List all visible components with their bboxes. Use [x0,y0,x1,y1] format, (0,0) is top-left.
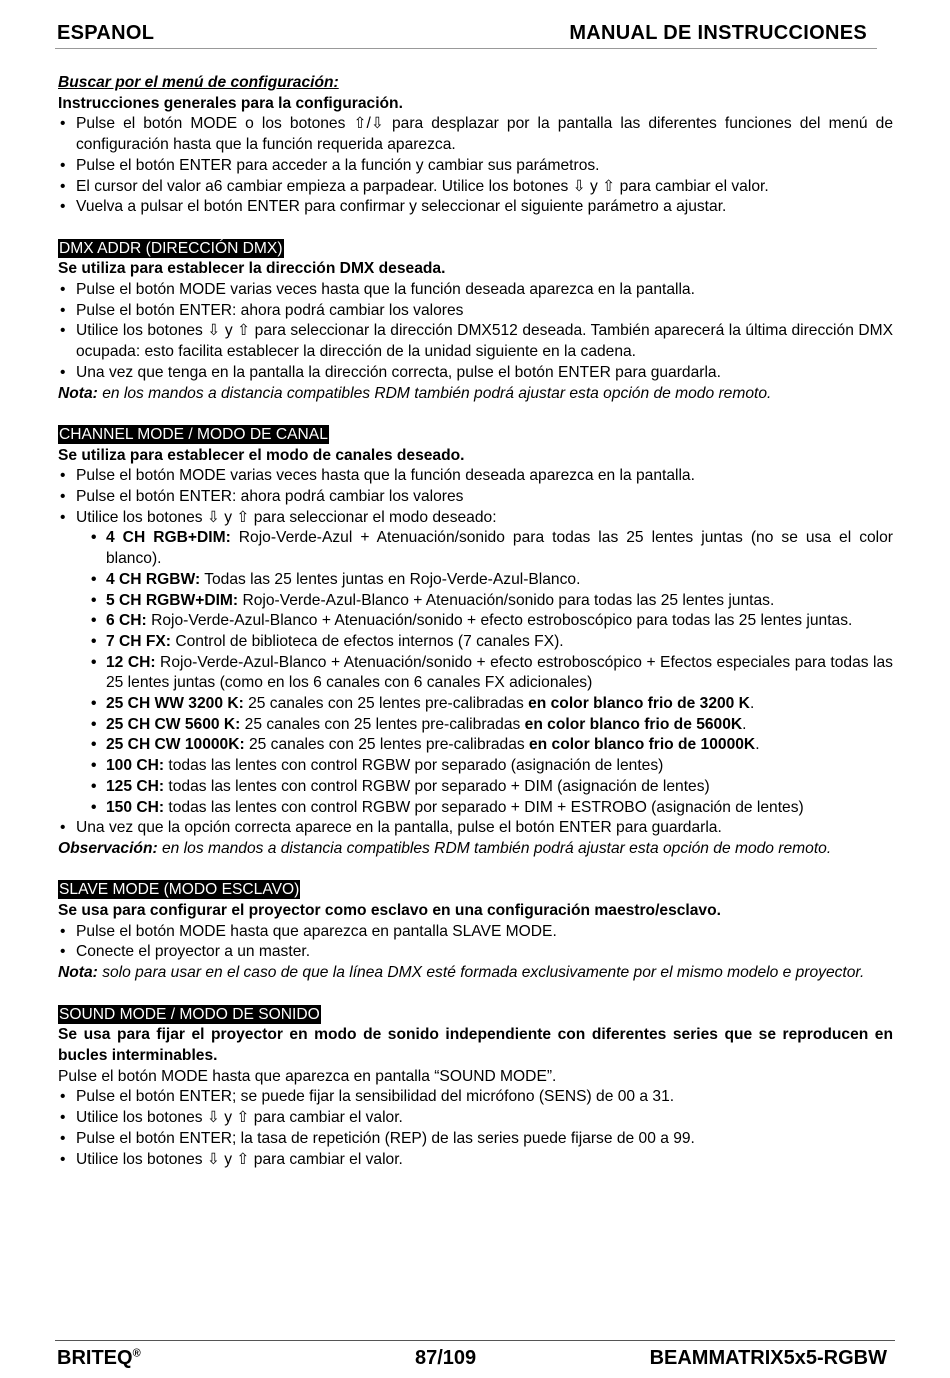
mode-label: 6 CH: [106,612,147,630]
mode-label: 4 CH RGB+DIM: [106,529,231,547]
mode-label: 25 CH CW 5600 K: [106,715,241,733]
channel-mode-item [58,632,893,653]
mode-emphasis: en color blanco frio de 10000K [529,736,756,754]
config-menu-subtitle: Instrucciones generales para la configuración. [58,94,403,112]
mode-label: 150 CH: [106,798,165,816]
brand-name: BRITEQ [57,1347,133,1369]
list-item: • Pulse el botón ENTER; se puede fijar la sensibilidad del micrófono (SENS) de 00 a 31. [58,1087,893,1108]
mode-description: 25 canales con 25 lentes pre-calibradas [243,695,529,713]
page-number: 87/109 [415,1347,477,1369]
list-item: • Una vez que tenga en la pantalla la dirección correcta, pulse el botón ENTER para guardarla. [58,363,893,384]
channel-mode-item [58,528,893,569]
dmx-list [58,280,893,384]
list-item: • Utilice los botones ⇩ y ⇧ para cambiar el valor. [58,1108,893,1129]
channel-subtitle: Se utiliza para establecer el modo de canales deseado. [58,446,465,464]
list-item: • Una vez que la opción correcta aparece en la pantalla, pulse el botón ENTER para guardarla. [58,818,893,839]
mode-description: Rojo-Verde-Azul + Atenuación/sonido para todas las 25 lentes juntas (no se usa el color blanco). [106,529,893,568]
channel-mode-item [58,694,893,715]
mode-description: 25 canales con 25 lentes pre-calibradas [244,736,529,754]
mode-label: 5 CH RGBW+DIM: [106,591,239,609]
slave-list [58,922,893,963]
mode-label: 25 CH WW 3200 K: [106,695,244,713]
note-label: Nota: [58,384,98,402]
mode-description: Todas las 25 lentes juntas en Rojo-Verde-Azul-Blanco. [200,570,581,588]
mode-description: todas las lentes con control RGBW por separado + DIM (asignación de lentes) [164,777,710,795]
note-text: en los mandos a distancia compatibles RDM también podrá ajustar esta opción de modo remoto. [97,384,772,402]
list-item: • El cursor del valor a6 cambiar empieza a parpadear. Utilice los botones ⇩ y ⇧ para cambiar el valor. [58,177,893,198]
mode-label: 7 CH FX: [106,632,171,650]
header-language: ESPANOL [57,22,155,44]
list-item: • Pulse el botón ENTER: ahora podrá cambiar los valores [58,301,893,322]
section-title-slave-mode: SLAVE MODE (MODO ESCLAVO) [59,881,300,899]
dmx-subtitle: Se utiliza para establecer la dirección DMX deseada. [58,260,446,278]
mode-label: 4 CH RGBW: [106,570,201,588]
list-item: • Pulse el botón ENTER: ahora podrá cambiar los valores [58,487,893,508]
slave-subtitle: Se usa para configurar el proyector como esclavo en una configuración maestro/esclavo. [58,902,721,920]
slave-note [58,963,893,984]
section-title-sound-mode: SOUND MODE / MODO DE SONIDO [59,1005,320,1023]
mode-emphasis: en color blanco frio de 5600K [524,715,743,733]
mode-description: Rojo-Verde-Azul-Blanco + Atenuación/sonido + efecto estroboscópico + Efectos especiales para todas las 25 lentes juntas (como en los 6 canales con 6 canales FX adicionales) [106,653,893,692]
list-item: • Pulse el botón ENTER; la tasa de repetición (REP) de las series puede fijarse de 00 a 99. [58,1129,893,1150]
config-menu-title: Buscar por el menú de configuración: [58,74,339,91]
section-title-channel-mode: CHANNEL MODE / MODO DE CANAL [59,425,328,443]
channel-mode-item [58,798,893,819]
mode-description: todas las lentes con control RGBW por separado (asignación de lentes) [164,757,664,775]
mode-label: 100 CH: [106,757,165,775]
mode-label: 12 CH: [106,653,156,671]
mode-description: Control de biblioteca de efectos internos (7 canales FX). [170,632,564,650]
mode-emphasis: en color blanco frio de 3200 K [528,695,750,713]
mode-description: Rojo-Verde-Azul-Blanco + Atenuación/sonido + efecto estroboscópico para todas las 25 lentes juntas. [146,612,853,630]
sound-subtitle: Se usa para fijar el proyector en modo de sonido independiente con diferentes series que se reproducen en bucles interminables. [58,1026,893,1064]
note-label: Nota: [58,964,98,982]
channel-mode-item [58,777,893,798]
list-item: • Pulse el botón MODE o los botones ⇧/⇩ para desplazar por la pantalla las diferentes funciones del menú de configuración hasta que la función requerida aparezca. [58,114,893,155]
dmx-note [58,384,893,405]
mode-description: Rojo-Verde-Azul-Blanco + Atenuación/sonido para todas las 25 lentes juntas. [238,591,775,609]
channel-mode-item [58,591,893,612]
list-item: • Utilice los botones ⇩ y ⇧ para seleccionar el modo deseado: [58,508,893,529]
list-item: • Pulse el botón MODE hasta que aparezca en pantalla SLAVE MODE. [58,922,893,943]
list-item: • Pulse el botón MODE varias veces hasta que la función deseada aparezca en la pantalla. [58,280,893,301]
section-title-dmx-addr: DMX ADDR (DIRECCIÓN DMX) [59,239,283,257]
channel-mode-item [58,611,893,632]
channel-mode-item [58,653,893,694]
mode-description: 25 canales con 25 lentes pre-calibradas [240,715,525,733]
channel-mode-item [58,715,893,736]
channel-modes-list [58,528,893,818]
list-item: • Utilice los botones ⇩ y ⇧ para seleccionar la dirección DMX512 deseada. También aparecerá la última dirección DMX ocupada: esto facilita establecer la dirección de la unidad siguiente en la cadena. [58,321,893,362]
mode-label: 125 CH: [106,777,165,795]
mode-label: 25 CH CW 10000K: [106,736,245,754]
list-item: • Utilice los botones ⇩ y ⇧ para cambiar el valor. [58,1150,893,1171]
channel-list [58,466,893,528]
channel-mode-item [58,756,893,777]
footer-model: BEAMMATRIX5x5-RGBW [649,1347,887,1369]
page-footer [55,1340,895,1371]
mode-tail: . [742,715,747,733]
registered-mark: ® [132,1347,141,1360]
note-text: en los mandos a distancia compatibles RDM también podrá ajustar esta opción de modo remoto. [157,839,832,857]
note-label: Observación: [58,839,158,857]
channel-list-end [58,818,893,839]
channel-note [58,839,893,860]
document-body [58,73,893,1170]
list-item: • Conecte el proyector a un master. [58,942,893,963]
mode-tail: . [749,695,755,713]
header-manual-title: MANUAL DE INSTRUCCIONES [569,22,867,44]
mode-description: todas las lentes con control RGBW por separado + DIM + ESTROBO (asignación de lentes) [164,798,804,816]
list-item: • Pulse el botón ENTER para acceder a la función y cambiar sus parámetros. [58,156,893,177]
note-text: solo para usar en el caso de que la línea DMX esté formada exclusivamente por el mismo modelo e proyector. [97,964,865,982]
sound-intro-line: Pulse el botón MODE hasta que aparezca en pantalla “SOUND MODE”. [58,1067,557,1085]
sound-list [58,1087,893,1170]
page-header [55,22,877,49]
footer-brand [57,1347,141,1370]
mode-tail: . [755,736,760,754]
list-item: • Pulse el botón MODE varias veces hasta que la función deseada aparezca en la pantalla. [58,466,893,487]
list-item: • Vuelva a pulsar el botón ENTER para confirmar y seleccionar el siguiente parámetro a ajustar. [58,197,893,218]
config-menu-list [58,114,893,218]
channel-mode-item [58,735,893,756]
channel-mode-item [58,570,893,591]
